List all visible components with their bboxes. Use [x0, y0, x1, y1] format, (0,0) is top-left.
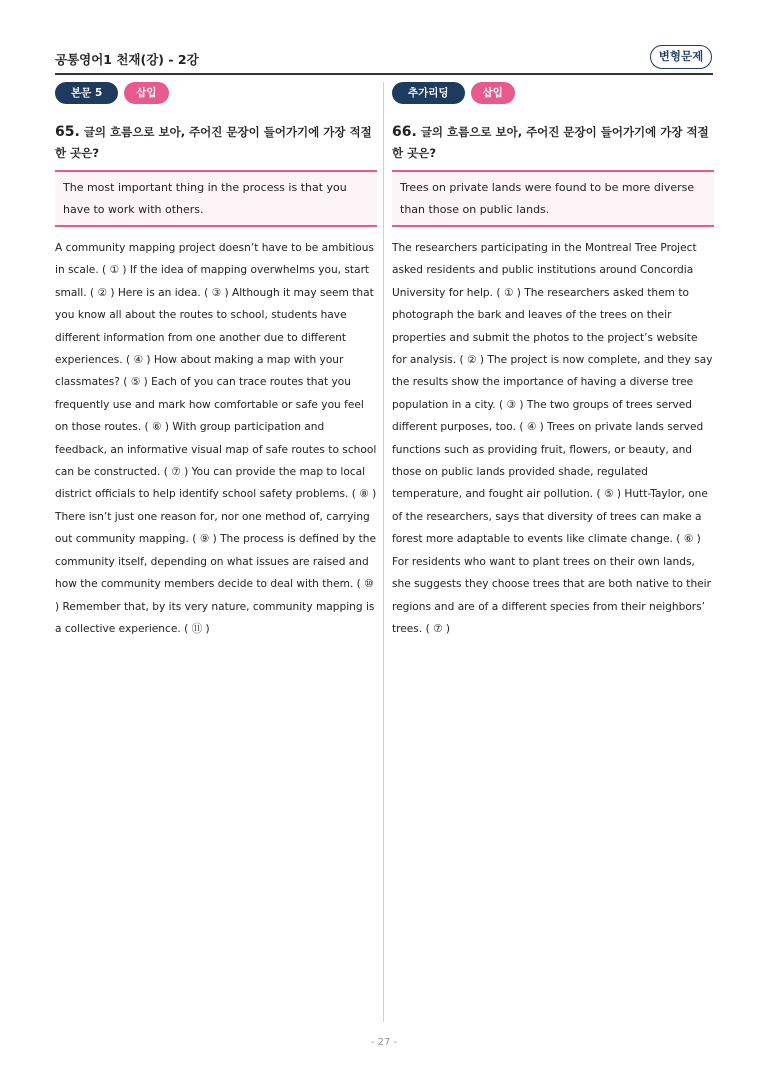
question-type-badge: 변형문제 [650, 45, 712, 69]
type-tag: 삽입 [124, 82, 168, 104]
section-tag: 본문 5 [55, 82, 118, 104]
question-66 [392, 82, 714, 640]
page-number: - 27 - [370, 1037, 398, 1048]
type-tag: 삽입 [471, 82, 515, 104]
given-sentence-box: The most important thing in the process is that you have to work with others. [55, 170, 377, 227]
question-number: 66. [392, 124, 417, 140]
question-65 [55, 82, 377, 640]
header-title: 공통영어1 천재(강) - 2강 [55, 52, 199, 67]
question-prompt [55, 122, 377, 164]
question-tags [392, 82, 714, 104]
given-sentence-box: Trees on private lands were found to be more diverse than those on public lands. [392, 170, 714, 227]
question-tags [55, 82, 377, 104]
column-divider [383, 82, 384, 1022]
passage-text: A community mapping project doesn’t have to be ambitious in scale. ( ① ) If the idea of mapping overwhelms you, start small. ( ② ) Here is an idea. ( ③ ) Although it may seem that you know all about the routes to school, students have different information from one another due to different experiences. ( ④ ) How about making a map with your classmates? ( ⑤ ) Each of you can trace routes that you frequently use and mark how comfortable or safe you feel on those routes. ( ⑥ ) With group participation and feedback, an informative visual map of safe routes to school can be constructed. ( ⑦ ) You can provide the map to local district officials to help identify school safety problems. ( ⑧ ) There isn’t just one reason for, nor one method of, carrying out community mapping. ( ⑨ ) The process is defined by the community itself, depending on what issues are raised and how the community members decide to deal with them. ( ⑩ ) Remember that, by its very nature, community mapping is a collective experience. ( ⑪ ) [55, 242, 377, 635]
question-number: 65. [55, 124, 80, 140]
section-tag: 추가리딩 [392, 82, 465, 104]
question-prompt [392, 122, 714, 164]
header-divider [55, 73, 713, 75]
question-text: 글의 흐름으로 보아, 주어진 문장이 들어가기에 가장 적절한 곳은? [392, 125, 709, 160]
question-text: 글의 흐름으로 보아, 주어진 문장이 들어가기에 가장 적절한 곳은? [55, 125, 372, 160]
passage-text: The researchers participating in the Montreal Tree Project asked residents and public institutions around Concordia University for help. ( ① ) The researchers asked them to photograph the bark and leaves of the trees on their properties and submit the photos to the project’s website for analysis. ( ② ) The project is now complete, and they say the results show the importance of having a diverse tree population in a city. ( ③ ) The two groups of trees served different purposes, too. ( ④ ) Trees on private lands served functions such as providing fruit, flowers, or beauty, and those on public lands provided shade, regulated temperature, and fought air pollution. ( ⑤ ) Hutt-Taylor, one of the researchers, says that diversity of trees can make a forest more adaptable to events like climate change. ( ⑥ ) For residents who want to plant trees on their own lands, she suggests they choose trees that are both native to their regions and are of a different species from their neighbors’ trees. ( ⑦ ) [392, 242, 713, 635]
